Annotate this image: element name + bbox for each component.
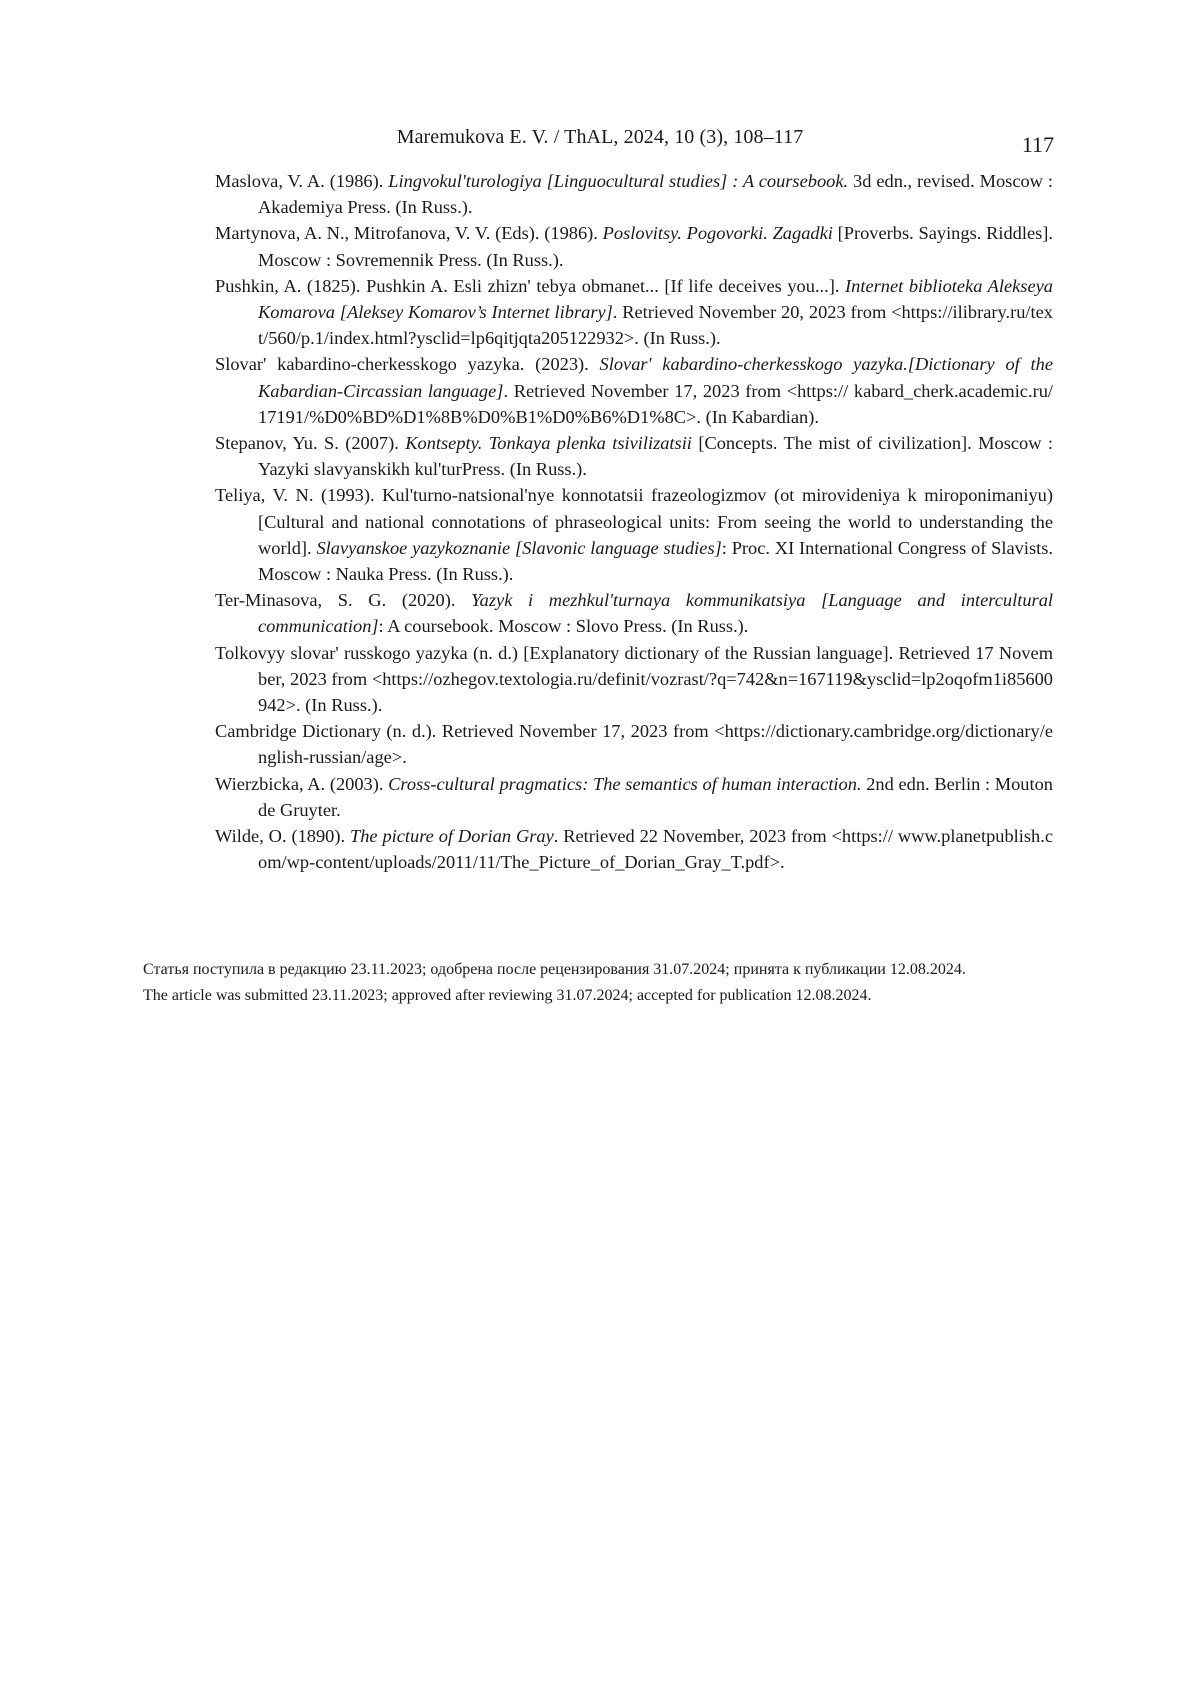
reference-text: [Concepts. The mist of civilization]. Moscow : Yazyki slavyanskikh kul'turPress. (In Russ.).: [258, 433, 1053, 479]
reference-item: [215, 220, 1053, 272]
page-number: 117: [1014, 132, 1054, 158]
submission-notes: [143, 957, 1083, 1009]
reference-text: Maslova, V. A. (1986).: [215, 171, 388, 191]
reference-title: Poslovitsy. Pogovorki. Zagadki: [603, 223, 833, 243]
reference-title: Internet biblioteka Alekseya Komarova [Aleksey Komarov’s Internet library]: [258, 276, 1053, 322]
reference-text: Tolkovyy slovar' russkogo yazyka (n. d.) [Explanatory dictionary of the Russian language]. Retrieved 17 November, 2023 from <https://ozhegov.textologia.ru/definit/vozrast/?q=742&n=167119&ysclid=lp2oqofm1i85600942>. (In Russ.).: [215, 643, 1053, 715]
reference-item: [215, 168, 1053, 220]
reference-text: Wilde, O. (1890).: [215, 826, 350, 846]
running-title: Maremukova E. V. / ThAL, 2024, 10 (3), 108–117: [0, 126, 1200, 149]
reference-title: Cross-cultural pragmatics: The semantics of human interaction.: [388, 774, 861, 794]
submission-note-ru: Статья поступила в редакцию 23.11.2023; одобрена после рецензирования 31.07.2024; принята к публикации 12.08.2024.: [143, 957, 1083, 983]
reference-item: [215, 823, 1053, 875]
reference-text: Teliya, V. N. (1993). Kul'turno-natsional'nye konnotatsii frazeologizmov (ot mirovideniya k miroponimaniyu) [Cultural and national connotations of phraseological units: From seeing the world to understanding the world].: [215, 485, 1053, 557]
reference-text: Martynova, A. N., Mitrofanova, V. V. (Eds). (1986).: [215, 223, 603, 243]
reference-text: 3d edn., revised. Moscow : Akademiya Press. (In Russ.).: [258, 171, 1053, 217]
reference-title: Slavyanskoe yazykoznanie [Slavonic language studies]: [316, 538, 721, 558]
reference-title: Kontsepty. Tonkaya plenka tsivilizatsii: [405, 433, 692, 453]
reference-item: [215, 718, 1053, 770]
reference-title: The picture of Dorian Gray: [350, 826, 554, 846]
reference-item: [215, 771, 1053, 823]
reference-title: Slovar' kabardino-cherkesskogo yazyka.[Dictionary of the Kabardian-Circassian language]: [258, 354, 1053, 400]
reference-title: Lingvokul'turologiya [Linguocultural studies] : A coursebook.: [388, 171, 848, 191]
reference-item: [215, 351, 1053, 430]
reference-text: Pushkin, A. (1825). Pushkin A. Esli zhizn' tebya obmanet... [If life deceives you...].: [215, 276, 845, 296]
reference-item: [215, 482, 1053, 587]
reference-text: Wierzbicka, A. (2003).: [215, 774, 388, 794]
document-page: [0, 0, 1200, 1697]
reference-text: . Retrieved 22 November, 2023 from <https:// www.planetpublish.com/wp-content/uploads/2011/11/The_Picture_of_Dorian_Gray_T.pdf>.: [258, 826, 1053, 872]
reference-title: Yazyk i mezhkul'turnaya kommunikatsiya [Language and intercultural communication]: [258, 590, 1053, 636]
reference-text: 2nd edn. Berlin : Mouton de Gruyter.: [258, 774, 1053, 820]
reference-item: [215, 273, 1053, 352]
reference-text: [Proverbs. Sayings. Riddles]. Moscow : Sovremennik Press. (In Russ.).: [258, 223, 1053, 269]
reference-text: : Proc. XI International Congress of Slavists. Moscow : Nauka Press. (In Russ.).: [258, 538, 1053, 584]
reference-text: . Retrieved November 20, 2023 from <https://ilibrary.ru/text/560/p.1/index.html?ysclid=lp6qitjqta205122932>. (In Russ.).: [258, 302, 1053, 348]
reference-item: [215, 587, 1053, 639]
reference-text: Slovar' kabardino-cherkesskogo yazyka. (2023).: [215, 354, 600, 374]
reference-text: Cambridge Dictionary (n. d.). Retrieved November 17, 2023 from <https://dictionary.cambridge.org/dictionary/english-russian/age>.: [215, 721, 1053, 767]
submission-note-en: The article was submitted 23.11.2023; approved after reviewing 31.07.2024; accepted for publication 12.08.2024.: [143, 983, 1083, 1009]
reference-text: Stepanov, Yu. S. (2007).: [215, 433, 405, 453]
reference-text: : A coursebook. Moscow : Slovo Press. (In Russ.).: [379, 616, 749, 636]
reference-item: [215, 640, 1053, 719]
reference-text: Ter-Minasova, S. G. (2020).: [215, 590, 471, 610]
reference-item: [215, 430, 1053, 482]
reference-list: [215, 168, 1053, 875]
reference-text: . Retrieved November 17, 2023 from <https:// kabard_cherk.academic.ru/17191/%D0%BD%D1%8B%D0%B1%D0%B6%D1%8C>. (In Kabardian).: [258, 381, 1053, 427]
